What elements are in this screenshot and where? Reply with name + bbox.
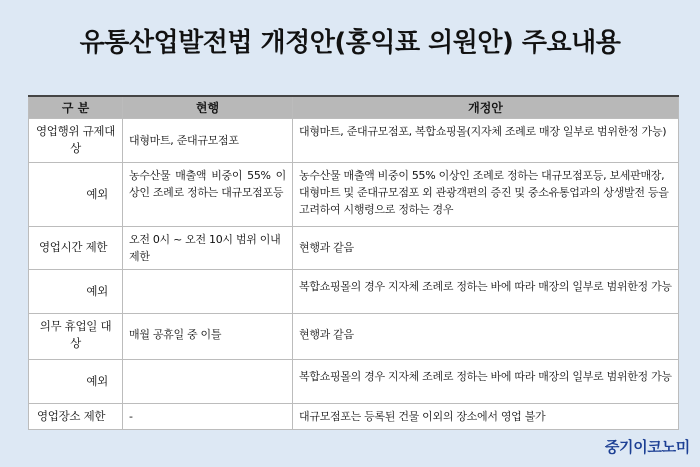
- table-row: [29, 403, 679, 429]
- table-row: [29, 269, 679, 313]
- row-amendment: 복합쇼핑몰의 경우 지자체 조례로 정하는 바에 따라 매장의 일부로 범위한정 가능: [293, 359, 679, 403]
- row-category: 예외: [29, 269, 123, 313]
- table-row: [29, 226, 679, 269]
- row-category: 영업행위 규제대상: [29, 118, 123, 162]
- row-amendment: 현행과 같음: [293, 226, 679, 269]
- row-current: [123, 269, 293, 313]
- row-current: [123, 359, 293, 403]
- table-row: [29, 118, 679, 162]
- row-current: 오전 0시 ~ 오전 10시 범위 이내 제한: [123, 226, 293, 269]
- row-amendment: 복합쇼핑몰의 경우 지자체 조례로 정하는 바에 따라 매장의 일부로 범위한정 가능: [293, 269, 679, 313]
- row-amendment: 대규모점포는 등록된 건물 이외의 장소에서 영업 불가: [293, 403, 679, 429]
- row-amendment: 대형마트, 준대규모점포, 복합쇼핑몰(지자체 조례로 매장 일부로 범위한정 가능): [293, 118, 679, 162]
- row-category: 예외: [29, 359, 123, 403]
- page-title: 유통산업발전법 개정안(홍익표 의원안) 주요내용: [79, 28, 621, 58]
- row-amendment: 농수산물 매출액 비중이 55% 이상인 조례로 정하는 대규모점포등, 보세판매장, 대형마트 및 준대규모점포 외 관광객편의 증진 및 중소유통업과의 상생발전 등을 고려하여 시행령으로 정하는 경우: [293, 162, 679, 226]
- row-category: 예외: [29, 162, 123, 226]
- row-category: 의무 휴업일 대상: [29, 313, 123, 359]
- header-current: 현행: [123, 96, 293, 118]
- row-current: 대형마트, 준대규모점포: [123, 118, 293, 162]
- row-current: -: [123, 403, 293, 429]
- comparison-table: [28, 95, 679, 430]
- table-row: [29, 313, 679, 359]
- table-row: [29, 359, 679, 403]
- row-current: 매월 공휴일 중 이틀: [123, 313, 293, 359]
- row-category: 영업장소 제한: [29, 403, 123, 429]
- row-amendment: 현행과 같음: [293, 313, 679, 359]
- table-row: [29, 162, 679, 226]
- row-current: 농수산물 매출액 비중이 55% 이상인 조례로 정하는 대규모점포등: [123, 162, 293, 226]
- table-header-row: [29, 96, 679, 118]
- row-category: 영업시간 제한: [29, 226, 123, 269]
- header-category: 구 분: [29, 96, 123, 118]
- publisher-watermark: 중기이코노미: [604, 438, 690, 456]
- header-amendment: 개정안: [293, 96, 679, 118]
